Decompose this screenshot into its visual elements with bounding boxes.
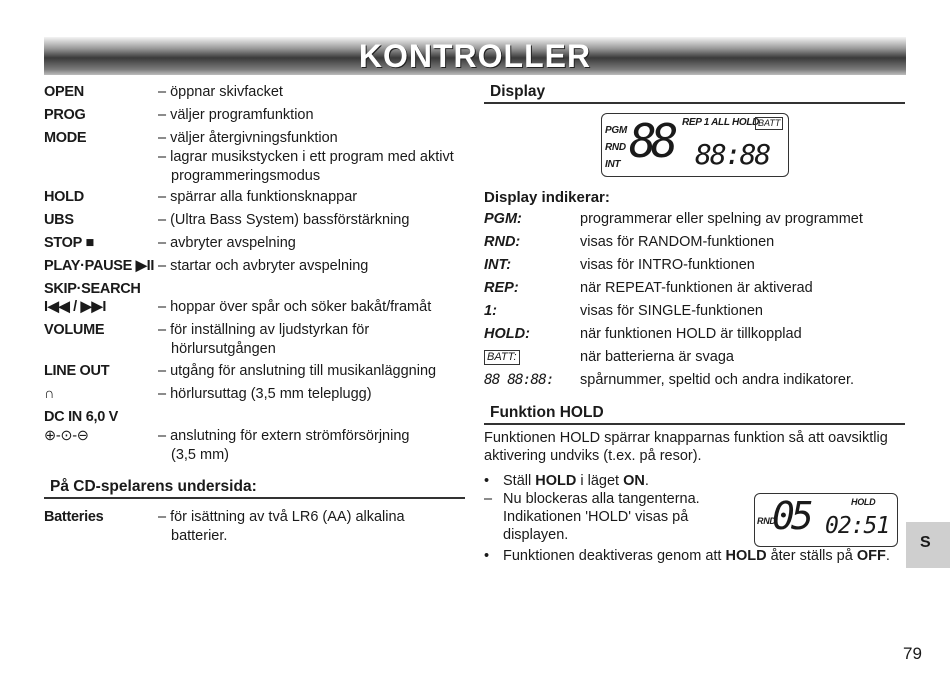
lcd-track-digits: 05 xyxy=(772,494,810,538)
control-desc: – väljer programfunktion xyxy=(158,107,314,123)
hold-step-1: • Ställ HOLD i läget ON. xyxy=(484,473,649,489)
control-key: LINE OUT xyxy=(44,363,110,379)
hold-step-3: • Funktionen deaktiveras genom att HOLD åter ställs på OFF. xyxy=(484,548,890,564)
underside-heading: På CD-spelarens undersida: xyxy=(44,478,465,499)
control-desc: – spärrar alla funktionsknappar xyxy=(158,189,358,205)
control-key: STOP ■ xyxy=(44,235,94,251)
display-heading: Display xyxy=(484,83,905,104)
page-number: 79 xyxy=(903,644,922,663)
control-desc: – hörlursuttag (3,5 mm teleplugg) xyxy=(158,386,372,402)
control-desc: – hoppar över spår och söker bakåt/framåt xyxy=(158,299,432,315)
hold-intro: Funktionen HOLD spärrar knapparnas funktion så att oavsiktlig aktivering undviks (t.ex. på resor). xyxy=(484,430,888,464)
lcd-time-digits: 88:88 xyxy=(695,138,770,171)
headphones-icon: ∩ xyxy=(44,386,55,402)
language-tab: S xyxy=(906,522,950,568)
battery-icon: BATT xyxy=(755,117,783,130)
lcd-track-digits: 88 xyxy=(629,114,673,168)
control-desc: – för isättning av två LR6 (AA) alkalina batterier. xyxy=(158,509,405,544)
hold-step-2: – Nu blockeras alla tangenterna. Indikationen 'HOLD' visas på displayen. xyxy=(484,491,700,543)
battery-icon: BATT: xyxy=(484,350,520,365)
lcd-display-illustration xyxy=(601,113,789,177)
control-key: OPEN xyxy=(44,84,84,100)
control-key: I◀◀ / ▶▶I xyxy=(44,299,107,315)
lcd-int-label: INT xyxy=(605,159,621,170)
control-key: SKIP·SEARCH xyxy=(44,281,141,297)
control-desc: – för inställning av ljudstyrkan för hörlursutgången xyxy=(158,322,370,357)
control-desc: – utgång för anslutning till musikanläggning xyxy=(158,363,437,379)
control-desc: – (Ultra Bass System) bassförstärkning xyxy=(158,212,410,228)
lcd-rnd-label: RND xyxy=(605,142,626,153)
control-key: Batteries xyxy=(44,509,104,525)
control-desc: – öppnar skivfacket xyxy=(158,84,283,100)
control-key: VOLUME xyxy=(44,322,105,338)
control-desc: – anslutning för extern strömförsörjning (3,5 mm) xyxy=(158,428,410,463)
lcd-hold-illustration xyxy=(754,493,898,547)
lcd-hold-label: HOLD xyxy=(851,497,876,507)
title-banner xyxy=(44,37,906,75)
control-key: PROG xyxy=(44,107,86,123)
lcd-top-indicators: REP 1 ALL HOLD xyxy=(682,117,760,128)
control-desc: – väljer återgivningsfunktion – lagrar musikstycken i ett program med aktivt programmeringsmodus xyxy=(158,130,454,184)
control-key: PLAY·PAUSE ▶II xyxy=(44,258,155,274)
control-key: UBS xyxy=(44,212,74,228)
lcd-rnd-label: RND xyxy=(757,516,776,526)
polarity-icon: ⊕-⊙-⊖ xyxy=(44,428,89,444)
page-title: KONTROLLER xyxy=(358,38,592,74)
display-indicates-heading: Display indikerar: xyxy=(484,189,610,206)
control-key: HOLD xyxy=(44,189,84,205)
control-desc: – avbryter avspelning xyxy=(158,235,296,251)
control-key: DC IN 6,0 V xyxy=(44,409,119,425)
lcd-time-digits: 02:51 xyxy=(825,513,890,539)
hold-heading: Funktion HOLD xyxy=(484,404,905,425)
control-key: MODE xyxy=(44,130,87,146)
control-desc: – startar och avbryter avspelning xyxy=(158,258,369,274)
lcd-pgm-label: PGM xyxy=(605,125,627,136)
